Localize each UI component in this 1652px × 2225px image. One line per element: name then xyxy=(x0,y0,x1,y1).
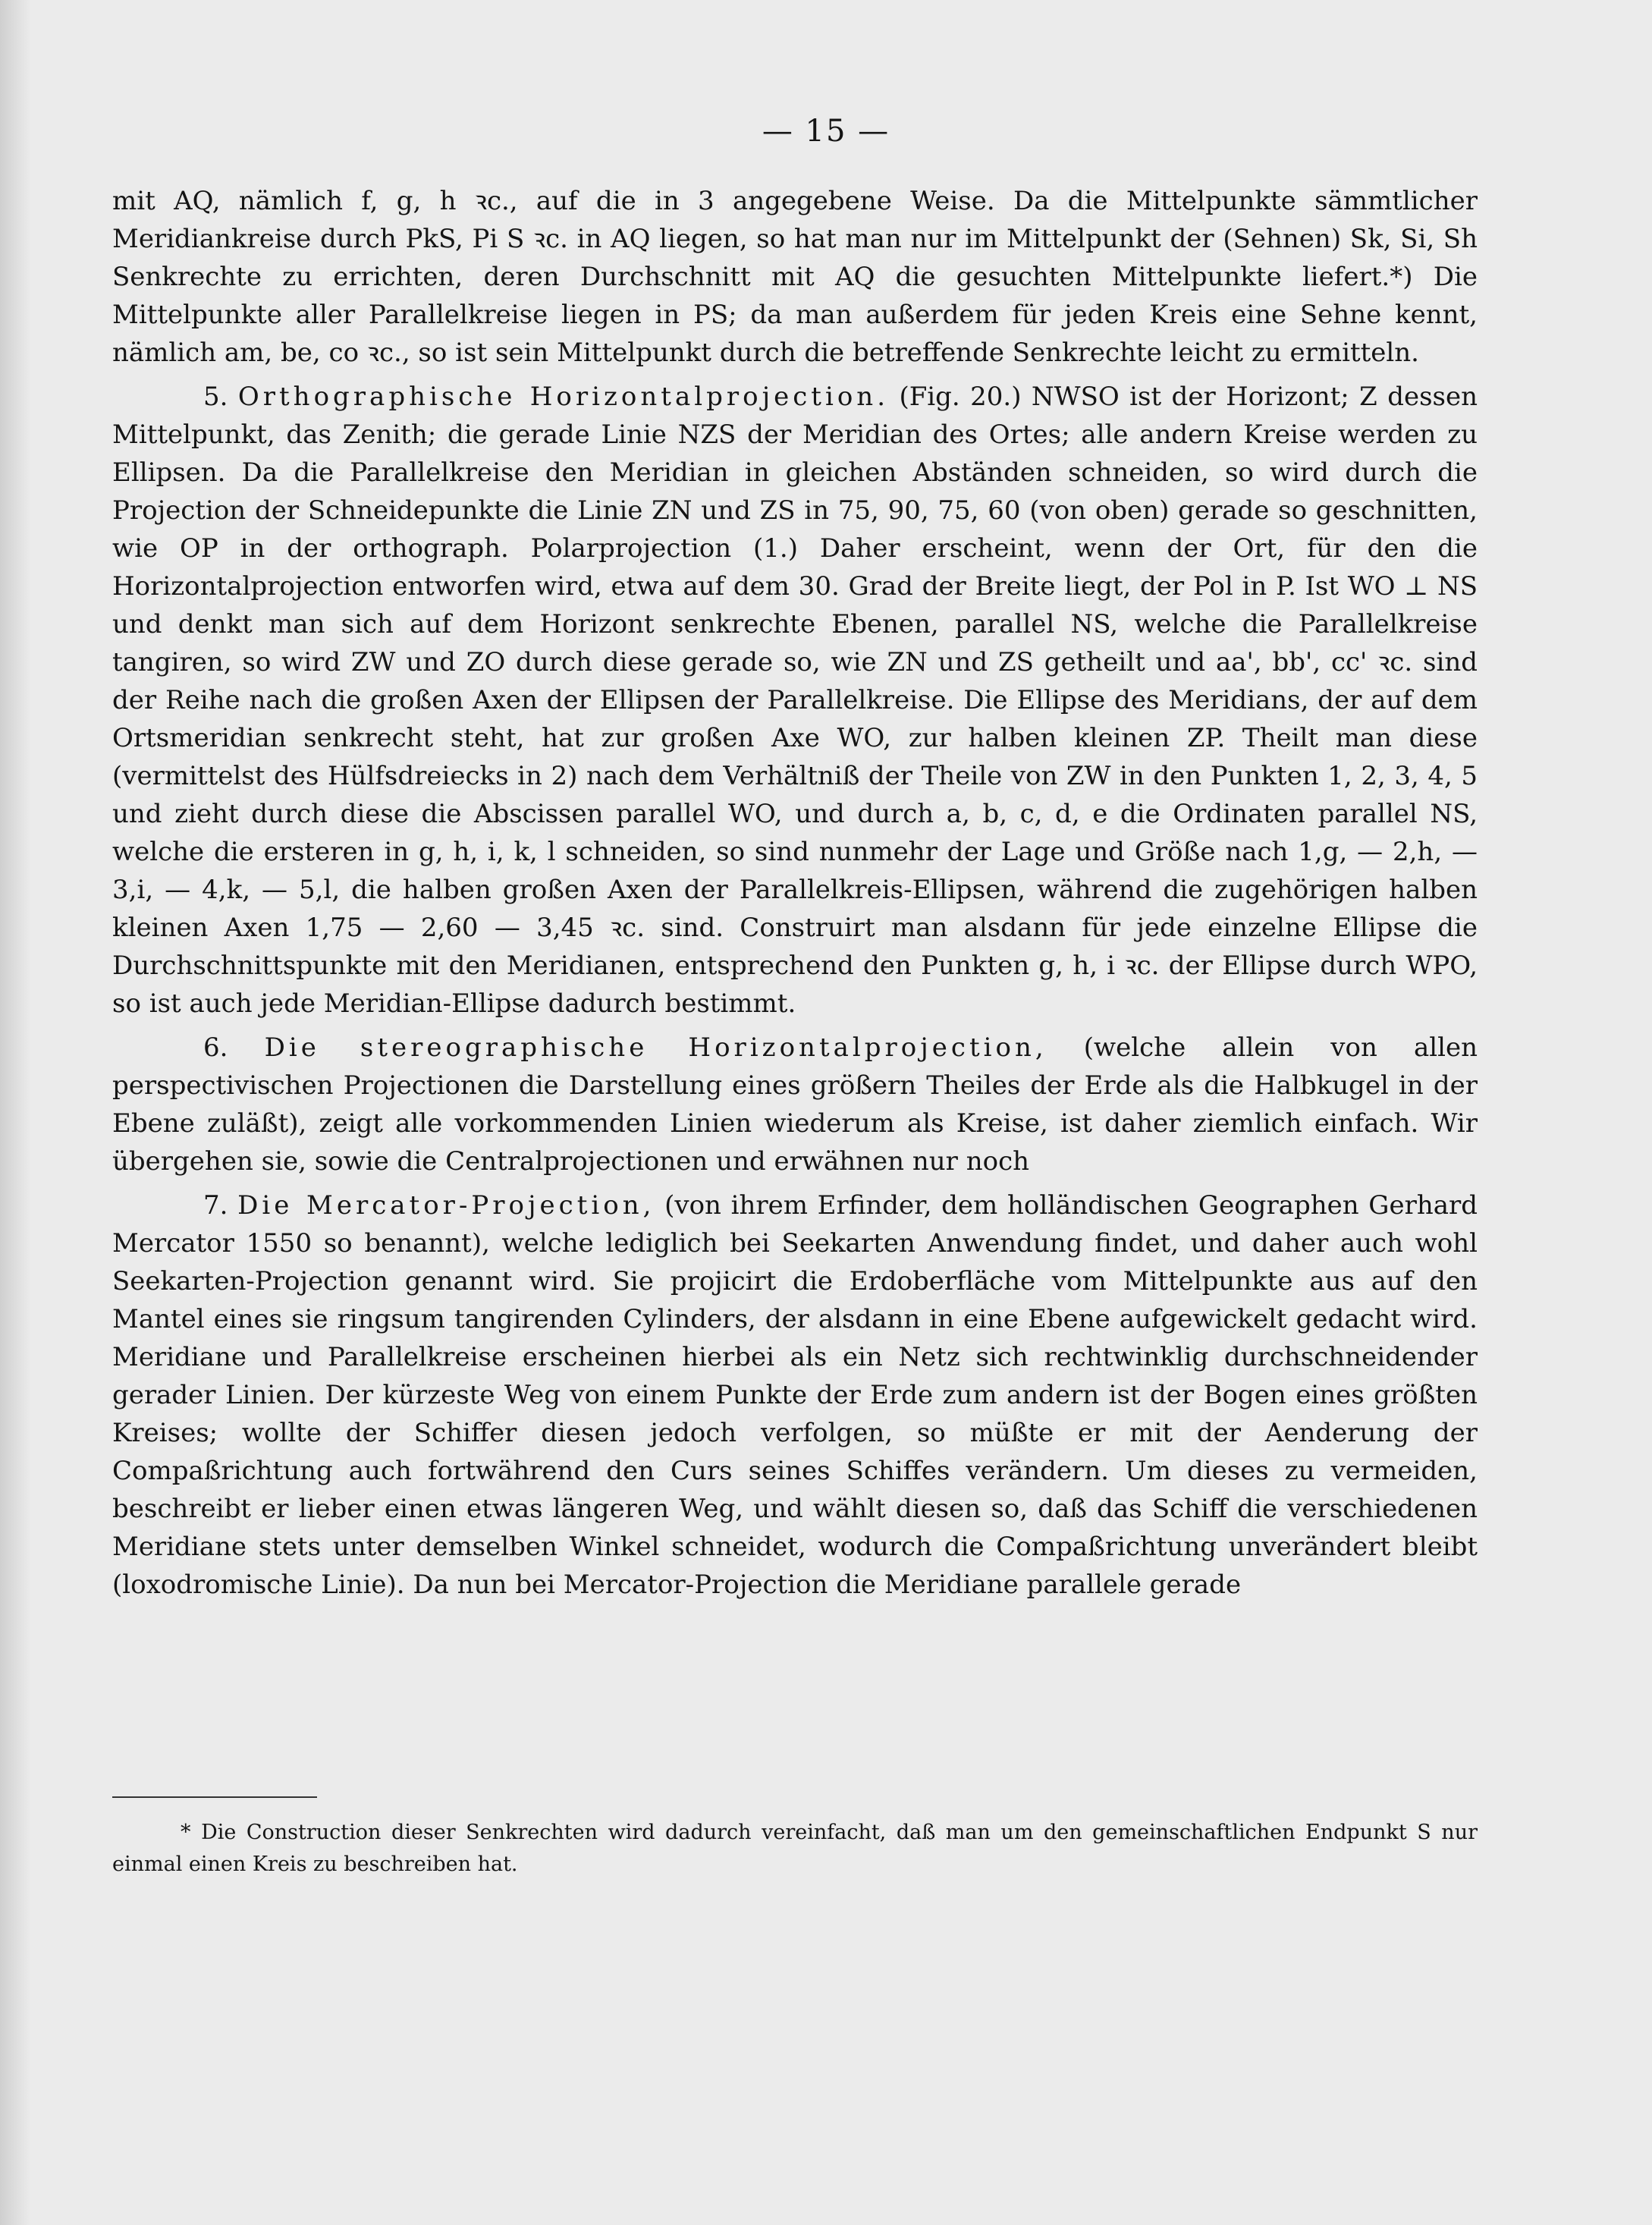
paragraph-section-6 xyxy=(112,1029,1478,1180)
paragraph-section-5 xyxy=(112,378,1478,1023)
footnote-body: Die Construction dieser Senkrechten wird dadurch vereinfacht, daß man um den gemeinschaftlichen Endpunkt S nur einmal einen Kreis zu beschreiben hat. xyxy=(112,1821,1478,1876)
paragraph-section-7 xyxy=(112,1186,1478,1604)
footnote xyxy=(112,1817,1478,1881)
body-text xyxy=(112,182,1478,1604)
section-number: 6. xyxy=(203,1032,228,1063)
section-heading: Die Mercator-Projection, xyxy=(237,1190,655,1221)
footnote-divider xyxy=(112,1796,317,1798)
section-body: (welche allein von allen perspectivischen Projectionen die Darstellung eines größern Theiles der Erde als die Halbkugel in der Ebene zuläßt), zeigt alle vorkommenden Linien wiederum als Kreise, ist daher ziemlich einfach. Wir übergehen sie, sowie die Centralprojectionen und erwähnen nur noch xyxy=(112,1032,1478,1177)
footnote-text xyxy=(112,1817,1478,1881)
page-number: — 15 — xyxy=(762,114,890,149)
section-number: 7. xyxy=(203,1190,228,1221)
section-heading: Die stereographische Horizontalprojection, xyxy=(264,1032,1047,1063)
section-body: (Fig. 20.) NWSO ist der Horizont; Z dessen Mittelpunkt, das Zenith; die gerade Linie NZS der Meridian des Ortes; alle andern Kreise werden zu Ellipsen. Da die Parallelkreise den Meridian in gleichen Abständen schneiden, so wird durch die Projection der Schneidepunkte die Linie ZN und ZS in 75, 90, 75, 60 (von oben) gerade so geschnitten, wie OP in der orthograph. Polarprojection (1.) Daher erscheint, wenn der Ort, für den die Horizontalprojection entworfen wird, etwa auf dem 30. Grad der Breite liegt, der Pol in P. Ist WO ⊥ NS und denkt man sich auf dem Horizont senkrechte Ebenen, parallel NS, welche die Parallelkreise tangiren, so wird ZW und ZO durch diese gerade so, wie ZN und ZS getheilt und aa', bb', cc' ꝛc. sind der Reihe nach die großen Axen der Ellipsen der Parallelkreise. Die Ellipse des Meridians, der auf dem Ortsmeridian senkrecht steht, hat zur großen Axe WO, zur halben kleinen ZP. Theilt man diese (vermittelst des Hülfsdreiecks in 2) nach dem Verhältniß der Theile von ZW in den Punkten 1, 2, 3, 4, 5 und zieht durch diese die Abscissen parallel WO, und durch a, b, c, d, e die Ordinaten parallel NS, welche die ersteren in g, h, i, k, l schneiden, so sind nunmehr der Lage und Größe nach 1,g, — 2,h, — 3,i, — 4,k, — 5,l, die halben großen Axen der Parallelkreis-Ellipsen, während die zugehörigen halben kleinen Axen 1,75 — 2,60 — 3,45 ꝛc. sind. Construirt man alsdann für jede einzelne Ellipse die Durchschnittspunkte mit den Meridianen, entsprechend den Punkten g, h, i ꝛc. der Ellipse durch WPO, so ist auch jede Meridian-Ellipse dadurch bestimmt. xyxy=(112,382,1478,1019)
footnote-marker: * xyxy=(181,1821,191,1844)
section-number: 5. xyxy=(203,382,228,412)
section-heading: Orthographische Horizontalprojection. xyxy=(237,382,890,412)
page-binding-shadow xyxy=(0,0,30,2225)
paragraph-continuation: mit AQ, nämlich f, g, h ꝛc., auf die in 3 angegebene Weise. Da die Mittelpunkte sämmtlicher Meridiankreise durch PkS, Pi S ꝛc. in AQ liegen, so hat man nur im Mittelpunkt der (Sehnen) Sk, Si, Sh Senkrechte zu errichten, deren Durchschnitt mit AQ die gesuchten Mittelpunkte liefert.*) Die Mittelpunkte aller Parallelkreise liegen in PS; da man außerdem für jeden Kreis eine Sehne kennt, nämlich am, be, co ꝛc., so ist sein Mittelpunkt durch die betreffende Senkrechte leicht zu ermitteln. xyxy=(112,186,1478,368)
section-body: (von ihrem Erfinder, dem holländischen Geographen Gerhard Mercator 1550 so benannt), welche lediglich bei Seekarten Anwendung findet, und daher auch wohl Seekarten-Projection genannt wird. Sie projicirt die Erdoberfläche vom Mittelpunkte aus auf den Mantel eines sie ringsum tangirenden Cylinders, der alsdann in eine Ebene aufgewickelt gedacht wird. Meridiane und Parallelkreise erscheinen hierbei als ein Netz sich rechtwinklig durchschneidender gerader Linien. Der kürzeste Weg von einem Punkte der Erde zum andern ist der Bogen eines größten Kreises; wollte der Schiffer diesen jedoch verfolgen, so müßte er mit der Aenderung der Compaßrichtung auch fortwährend den Curs seines Schiffes verändern. Um dieses zu vermeiden, beschreibt er lieber einen etwas längeren Weg, und wählt diesen so, daß das Schiff die verschiedenen Meridiane stets unter demselben Winkel schneidet, wodurch die Compaßrichtung unverändert bleibt (loxodromische Linie). Da nun bei Mercator-Projection die Meridiane parallele gerade xyxy=(112,1190,1478,1600)
